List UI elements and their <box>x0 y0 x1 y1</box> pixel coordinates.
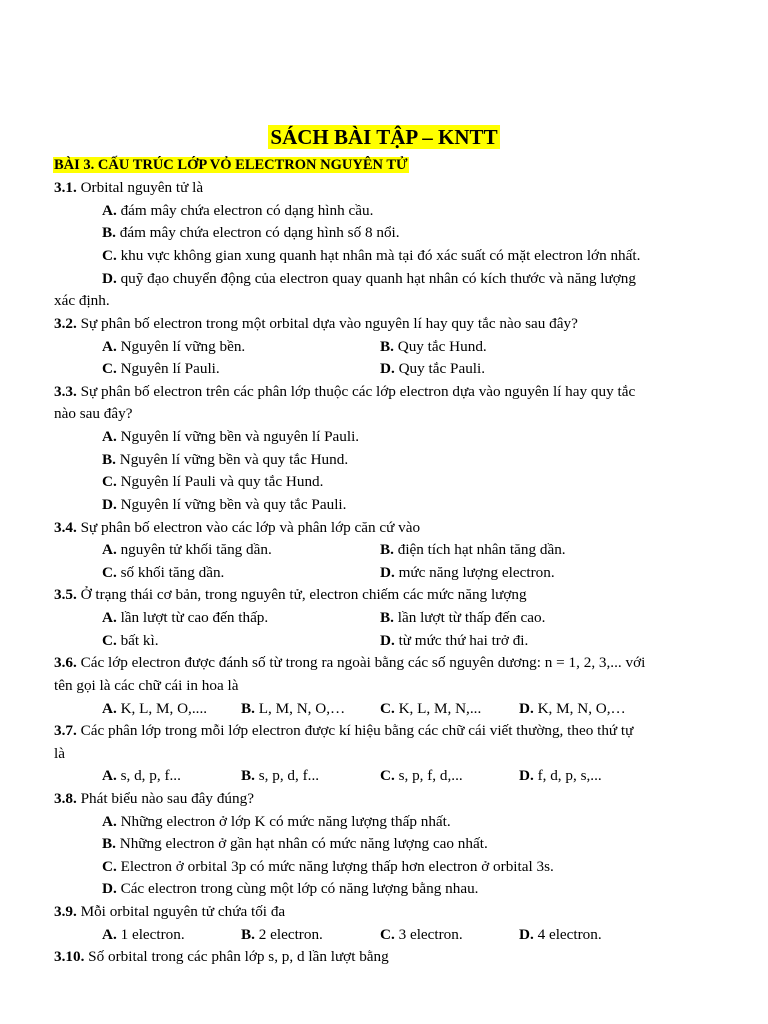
question-3-3: 3.3. Sự phân bố electron trên các phân lớp thuộc các lớp electron dựa vào nguyên lí hay quy tắc <box>54 383 636 400</box>
question-3-5: 3.5. Ở trạng thái cơ bản, trong nguyên tử, electron chiếm các mức năng lượng <box>54 586 527 603</box>
q4-option-b: B. điện tích hạt nhân tăng dần. <box>380 541 566 558</box>
question-3-7: 3.7. Các phân lớp trong mỗi lớp electron được kí hiệu bằng các chữ cái viết thường, theo thứ tự <box>54 722 634 739</box>
q9-option-c: C. 3 electron. <box>380 926 463 943</box>
q1-option-d-continued: xác định. <box>54 292 110 309</box>
question-3-6-continued: tên gọi là các chữ cái in hoa là <box>54 677 239 694</box>
q8-option-d: D. Các electron trong cùng một lớp có năng lượng bằng nhau. <box>102 880 479 897</box>
q6-option-c: C. K, L, M, N,... <box>380 700 482 717</box>
q5-option-d: D. từ mức thứ hai trở đi. <box>380 632 529 649</box>
q9-option-b: B. 2 electron. <box>241 926 323 943</box>
q5-option-b: B. lần lượt từ thấp đến cao. <box>380 609 546 626</box>
question-3-9: 3.9. Mỗi orbital nguyên tử chứa tối đa <box>54 903 286 920</box>
q6-option-d: D. K, M, N, O,… <box>519 700 626 717</box>
q1-option-a: A. đám mây chứa electron có dạng hình cầu. <box>102 202 374 219</box>
q5-option-c: C. bất kì. <box>102 632 159 649</box>
q8-option-b: B. Những electron ở gần hạt nhân có mức năng lượng cao nhất. <box>102 835 488 852</box>
q1-option-d: D. quỹ đạo chuyển động của electron quay quanh hạt nhân có kích thước và năng lượng <box>102 270 636 287</box>
q9-option-a: A. 1 electron. <box>102 926 185 943</box>
q7-option-c: C. s, p, f, d,... <box>380 767 463 784</box>
lesson-heading: BÀI 3. CẤU TRÚC LỚP VỎ ELECTRON NGUYÊN TỬ <box>54 157 408 173</box>
page-title: SÁCH BÀI TẬP – KNTT <box>270 125 498 149</box>
q3-option-a: A. Nguyên lí vững bền và nguyên lí Pauli. <box>102 428 360 445</box>
q7-option-b: B. s, p, d, f... <box>241 767 320 784</box>
q3-option-b: B. Nguyên lí vững bền và quy tắc Hund. <box>102 451 349 468</box>
q4-option-a: A. nguyên tử khối tăng dần. <box>102 541 272 558</box>
q4-option-c: C. số khối tăng dần. <box>102 564 225 581</box>
q2-option-c: C. Nguyên lí Pauli. <box>102 360 220 377</box>
q4-option-d: D. mức năng lượng electron. <box>380 564 555 581</box>
q2-option-a: A. Nguyên lí vững bền. <box>102 338 246 355</box>
question-3-7-continued: là <box>54 745 65 762</box>
q1-option-c: C. khu vực không gian xung quanh hạt nhân mà tại đó xác suất có mặt electron lớn nhất. <box>102 247 641 264</box>
q1-option-b: B. đám mây chứa electron có dạng hình số 8 nổi. <box>102 224 400 241</box>
q3-option-c: C. Nguyên lí Pauli và quy tắc Hund. <box>102 473 324 490</box>
q9-option-d: D. 4 electron. <box>519 926 602 943</box>
question-3-10: 3.10. Số orbital trong các phân lớp s, p, d lần lượt bằng <box>54 948 389 965</box>
question-3-2: 3.2. Sự phân bố electron trong một orbital dựa vào nguyên lí hay quy tắc nào sau đây? <box>54 315 578 332</box>
q3-option-d: D. Nguyên lí vững bền và quy tắc Pauli. <box>102 496 347 513</box>
q7-option-a: A. s, d, p, f... <box>102 767 181 784</box>
question-3-1: 3.1. Orbital nguyên tử là <box>54 179 204 196</box>
q7-option-d: D. f, d, p, s,... <box>519 767 602 784</box>
question-3-4: 3.4. Sự phân bố electron vào các lớp và phân lớp căn cứ vào <box>54 519 421 536</box>
question-3-3-continued: nào sau đây? <box>54 405 133 422</box>
q8-option-c: C. Electron ở orbital 3p có mức năng lượng thấp hơn electron ở orbital 3s. <box>102 858 554 875</box>
q2-option-b: B. Quy tắc Hund. <box>380 338 487 355</box>
q6-option-a: A. K, L, M, O,.... <box>102 700 208 717</box>
question-3-6: 3.6. Các lớp electron được đánh số từ trong ra ngoài bằng các số nguyên dương: n = 1, 2, 3,... với <box>54 654 646 671</box>
q5-option-a: A. lần lượt từ cao đến thấp. <box>102 609 269 626</box>
q6-option-b: B. L, M, N, O,… <box>241 700 346 717</box>
q8-option-a: A. Những electron ở lớp K có mức năng lượng thấp nhất. <box>102 813 451 830</box>
q2-option-d: D. Quy tắc Pauli. <box>380 360 486 377</box>
question-3-8: 3.8. Phát biểu nào sau đây đúng? <box>54 790 254 807</box>
